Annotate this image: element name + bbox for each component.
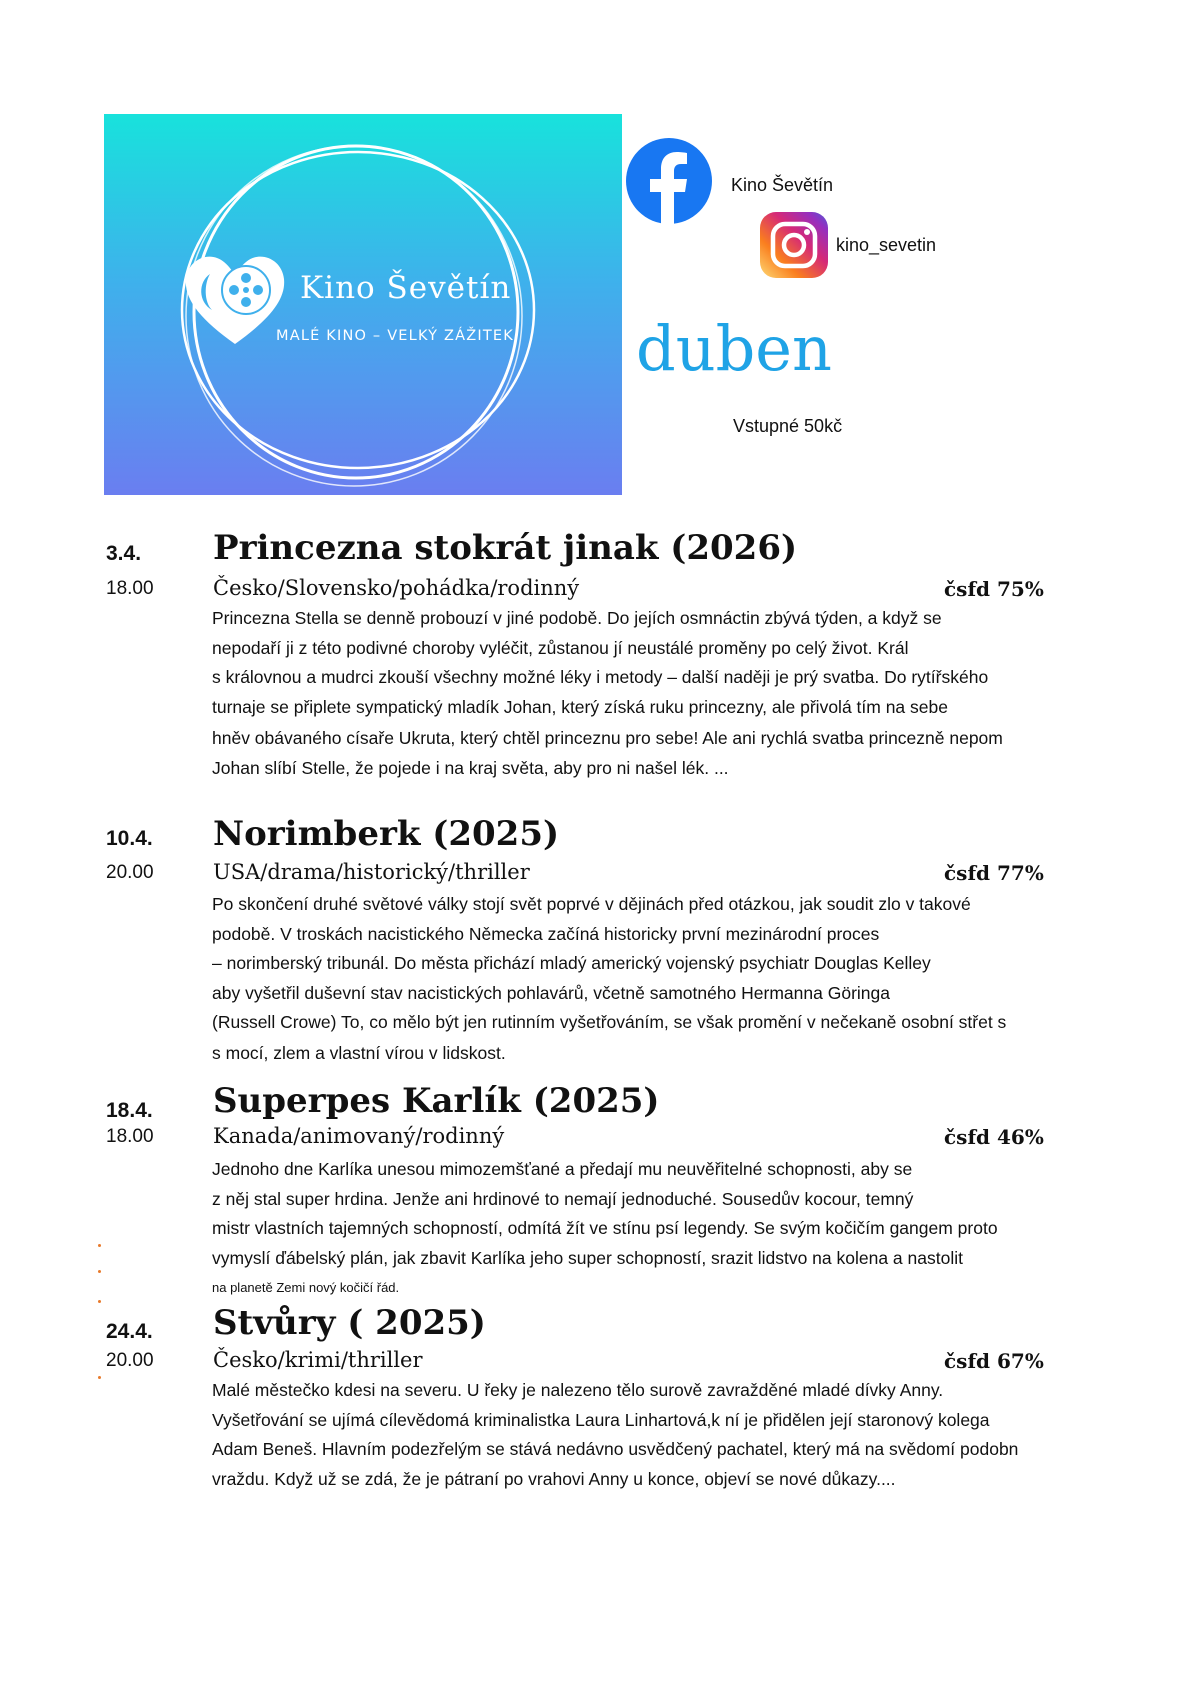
film-date: 10.4. [106, 827, 153, 850]
cinema-logo [104, 114, 622, 495]
description-line: turnaje se připlete sympatický mladík Johan, který získá ruku princezny, ale přivolá tím na sebe [212, 696, 948, 717]
description-line: (Russell Crowe) To, co mělo být jen rutinním vyšetřováním, se však promění v nečekaně osobní střet s [212, 1012, 1007, 1032]
film-rating: čsfd 75% [944, 577, 1044, 601]
margin-dot [98, 1300, 101, 1303]
film-title: Norimberk (2025) [213, 814, 560, 854]
description-line: – norimberský tribunál. Do města přichází mladý americký vojenský psychiatr Douglas Kelley [212, 953, 931, 973]
description-line: Po skončení druhé světové války stojí svět poprvé v dějinách před otázkou, jak soudit zlo v takové [212, 894, 971, 914]
film-rating: čsfd 77% [944, 861, 1044, 885]
entry-fee: Vstupné 50kč [733, 416, 843, 436]
film-time: 20.00 [106, 862, 154, 883]
film-rating: čsfd 46% [944, 1125, 1044, 1149]
description-line: Malé městečko kdesi na severu. U řeky je nalezeno tělo surově zavražděné mladé dívky Anny. [212, 1380, 944, 1400]
film-date: 24.4. [106, 1320, 153, 1343]
film-genre: Česko/krimi/thriller [213, 1348, 423, 1372]
film-title: Princezna stokrát jinak (2026) [213, 528, 798, 568]
film-time: 20.00 [106, 1350, 154, 1371]
film-description [212, 604, 1046, 783]
film-genre: Kanada/animovaný/rodinný [213, 1124, 505, 1148]
description-line: z něj stal super hrdina. Jenže ani hrdinové to nemají jednoduché. Sousedův kocour, temný [212, 1188, 914, 1209]
film-date: 3.4. [106, 542, 142, 565]
description-line: Princezna Stella se denně probouzí v jiné podobě. Do jejích osmnáctin zbývá týden, a když se [212, 608, 942, 628]
facebook-label[interactable]: Kino Ševětín [731, 175, 834, 195]
description-line: vraždu. Když už se zdá, že je pátraní po vrahovi Anny u konce, objeví se nové důkazy.... [212, 1468, 896, 1489]
description-line: aby vyšetřil duševní stav nacistických pohlavárů, včetně samotného Hermanna Göringa [212, 982, 890, 1003]
description-line: vymyslí ďábelský plán, jak zbavit Karlíka jeho super schopností, srazit lidstvo na kolena a nastolit [212, 1247, 963, 1268]
film-description [212, 890, 1046, 1068]
film-title: Stvůry ( 2025) [213, 1303, 486, 1343]
film-description [212, 1155, 1046, 1299]
description-line: na planetě Zemi nový kočičí řád. [212, 1280, 400, 1295]
description-line: Vyšetřování se ujímá cílevědomá kriminalistka Laura Linhartová,k ní je přidělen její staronový kolega [212, 1409, 990, 1430]
margin-dot [98, 1244, 101, 1247]
description-line: nepodaří ji z této podivné choroby vyléčit, zůstanou jí neustálé proměny po celý život. Král [212, 637, 909, 658]
heart-film-icon [180, 244, 290, 354]
description-line: podobě. V troskách nacistického Německa začíná historicky první mezinárodní proces [212, 923, 880, 944]
description-line: Jednoho dne Karlíka unesou mimozemšťané a předají mu neuvěřitelné schopnosti, aby se [212, 1159, 913, 1179]
margin-dot [98, 1270, 101, 1273]
description-line: s mocí, zlem a vlastní vírou v lidskost. [212, 1042, 506, 1063]
logo-tagline: MALÉ KINO – VELKÝ ZÁŽITEK [276, 328, 514, 344]
month-title: duben [636, 312, 832, 385]
logo-name: Kino Ševětín [300, 270, 512, 306]
film-description [212, 1376, 1046, 1494]
film-time: 18.00 [106, 1126, 154, 1147]
film-time: 18.00 [106, 578, 154, 599]
instagram-icon[interactable] [759, 211, 829, 279]
facebook-icon[interactable] [623, 138, 715, 224]
film-rating: čsfd 67% [944, 1349, 1044, 1373]
instagram-label[interactable]: kino_sevetin [836, 235, 937, 255]
description-line: mistr vlastních tajemných schopností, odmítá žít ve stínu psí legendy. Se svým kočičím gangem proto [212, 1218, 998, 1238]
description-line: s královnou a mudrci zkouší všechny možné léky i metody – další naději je prý svatba. Do rytířského [212, 667, 989, 687]
margin-dot [98, 1376, 101, 1379]
film-genre: Česko/Slovensko/pohádka/rodinný [213, 576, 580, 600]
film-title: Superpes Karlík (2025) [213, 1081, 660, 1121]
film-date: 18.4. [106, 1099, 153, 1122]
film-genre: USA/drama/historický/thriller [213, 860, 530, 884]
description-line: Adam Beneš. Hlavním podezřelým se stává nedávno usvědčený pachatel, který má na svědomí podobn [212, 1439, 1019, 1459]
description-line: Johan slíbí Stelle, že pojede i na kraj světa, aby pro ni našel lék. ... [212, 757, 729, 778]
description-line: hněv obávaného císaře Ukruta, který chtěl princeznu pro sebe! Ale ani rychlá svatba princezně nepom [212, 728, 1003, 748]
